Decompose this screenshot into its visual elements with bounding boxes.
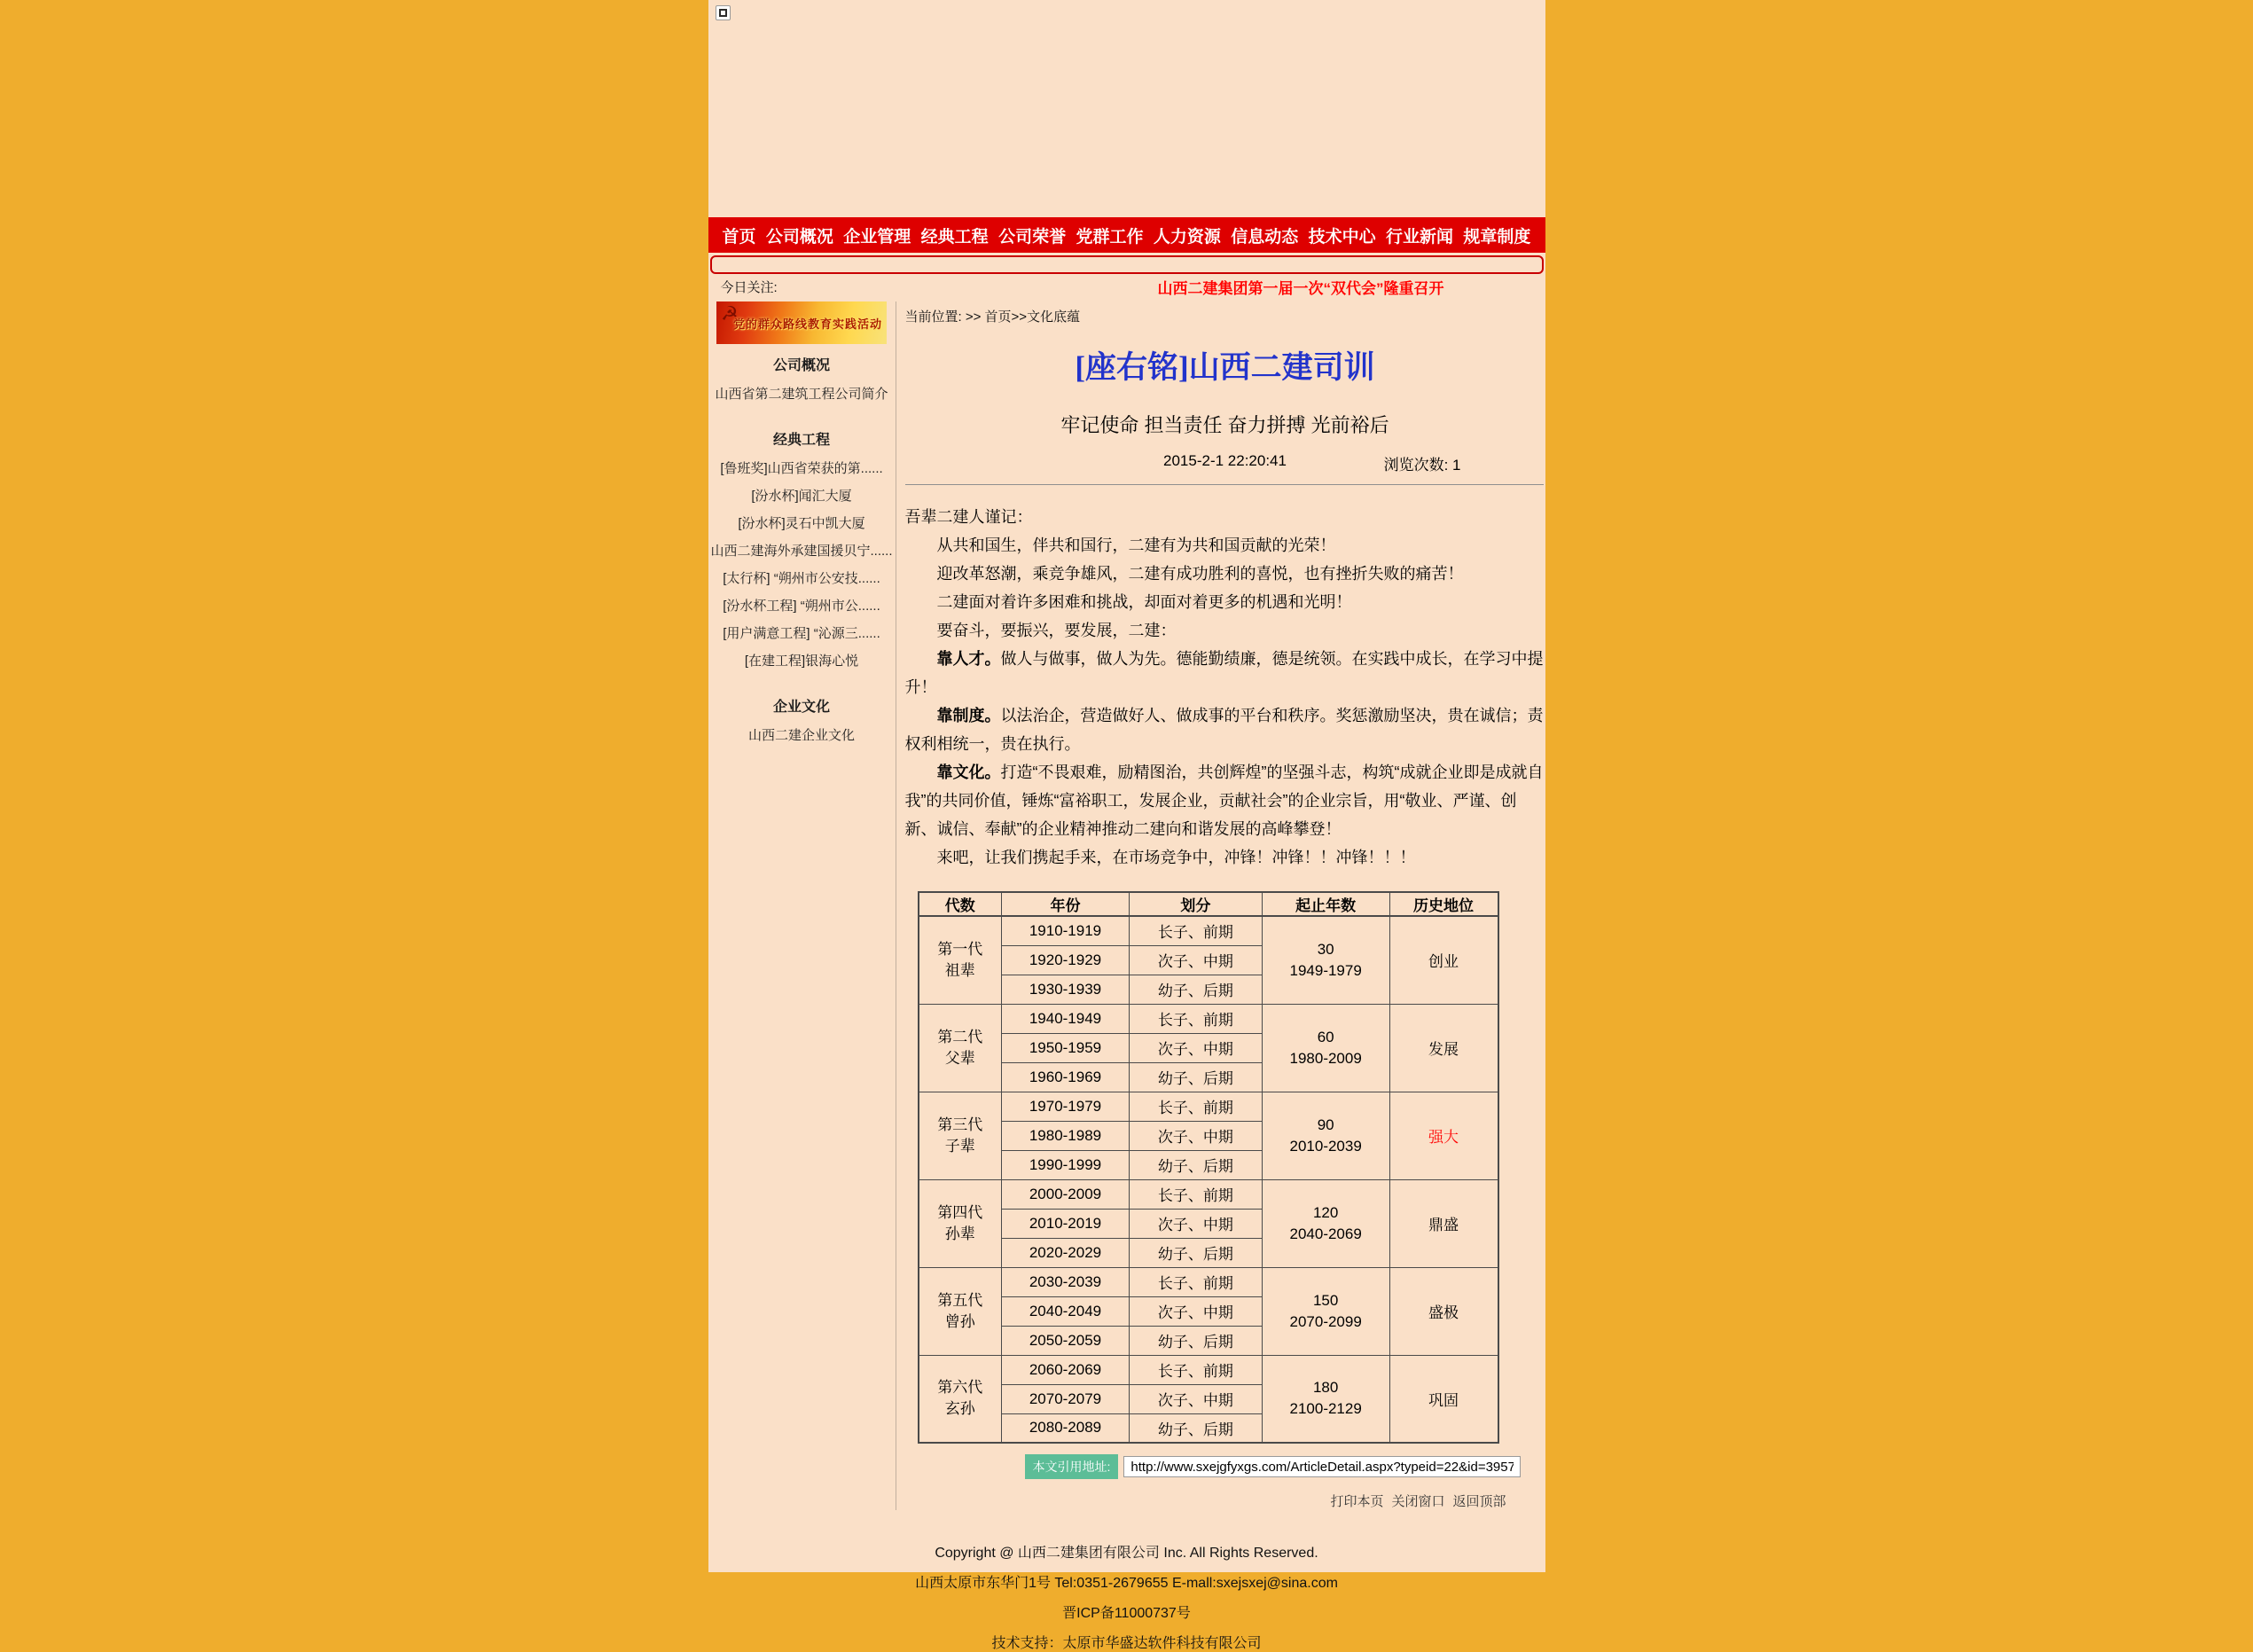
generation-cell <box>919 1267 1002 1355</box>
duration-range: 1949-1979 <box>1289 961 1362 979</box>
nav-item-2[interactable]: 公司概况 <box>765 227 833 247</box>
generation-cell <box>919 1355 1002 1443</box>
nav-item-10[interactable]: 行业新闻 <box>1386 227 1454 247</box>
today-focus-label: 今日关注: <box>720 279 778 295</box>
article-paragraph: 从共和国生，伴共和国行，二建有为共和国贡献的光荣！ <box>936 536 1336 554</box>
breadcrumb-home-link[interactable]: 首页 <box>984 309 1012 325</box>
phase-cell: 长子、前期 <box>1129 916 1262 945</box>
table-header-cell: 年份 <box>1002 892 1130 916</box>
sidebar-sections <box>708 354 896 743</box>
table-row <box>919 1267 1498 1296</box>
generation-name: 第三代 <box>937 1116 983 1133</box>
duration-count: 180 <box>1312 1379 1339 1397</box>
phase-cell: 长子、前期 <box>1129 1004 1262 1033</box>
duration-count: 60 <box>1317 1028 1334 1045</box>
breadcrumb-current-link[interactable]: 文化底蕴 <box>1027 309 1081 325</box>
duration-range: 2070-2099 <box>1289 1312 1362 1330</box>
duration-cell <box>1262 1179 1389 1267</box>
phase-cell: 幼子、后期 <box>1129 1062 1262 1092</box>
year-cell: 1970-1979 <box>1002 1092 1130 1121</box>
sidebar-banner-image[interactable] <box>716 301 887 344</box>
generation-name: 第五代 <box>937 1291 983 1309</box>
status-cell: 强大 <box>1389 1092 1498 1179</box>
generation-cell <box>919 916 1002 1004</box>
year-cell: 1960-1969 <box>1002 1062 1130 1092</box>
article-paragraph: 靠人才。做人与做事，做人为先。德能勤绩廉，德是统领。在实践中成长，在学习中提升！ <box>904 650 1544 696</box>
generation-cell <box>919 1092 1002 1179</box>
footer-line-4: 技术支持：太原市华盛达软件科技有限公司 <box>991 1636 1262 1651</box>
generation-cell <box>919 1004 1002 1092</box>
page-title: [座右铭]山西二建司训 <box>1075 350 1375 385</box>
paragraph-lead: 靠制度。 <box>936 707 1001 724</box>
year-cell: 1990-1999 <box>1002 1150 1130 1179</box>
article-paragraph: 靠制度。以法治企，营造做好人、做成事的平台和秩序。奖惩激励坚决，贵在诚信；责权利相统一，贵在执行。 <box>904 707 1544 753</box>
generation-name: 第四代 <box>937 1203 983 1221</box>
sidebar-link[interactable]: [汾水杯工程] “朔州市公...... <box>723 599 880 614</box>
year-cell: 2060-2069 <box>1002 1355 1130 1384</box>
table-row <box>919 1092 1498 1121</box>
year-cell: 1940-1949 <box>1002 1004 1130 1033</box>
year-cell: 2010-2019 <box>1002 1209 1130 1238</box>
body-columns <box>708 301 1545 1510</box>
article-paragraph: 要奋斗，要振兴，要发展，二建： <box>936 622 1177 639</box>
phase-cell: 次子、中期 <box>1129 1384 1262 1413</box>
generations-table-head <box>919 892 1498 916</box>
sidebar-banner-text: 党的群众路线教育实践活动 <box>732 317 882 331</box>
table-row <box>919 1179 1498 1209</box>
generation-kin: 孙辈 <box>944 1225 975 1242</box>
generation-kin: 玄孙 <box>944 1400 975 1418</box>
year-cell: 1980-1989 <box>1002 1121 1130 1150</box>
duration-range: 2040-2069 <box>1289 1225 1362 1242</box>
year-cell: 2050-2059 <box>1002 1326 1130 1355</box>
table-header-cell: 划分 <box>1129 892 1262 916</box>
sidebar-link[interactable]: [在建工程]银海心悦 <box>744 654 859 669</box>
action-link-1[interactable]: 打印本页 <box>1330 1494 1384 1509</box>
page-footer <box>708 1546 1545 1652</box>
generation-kin: 祖辈 <box>944 961 975 979</box>
content-column <box>708 0 1545 1651</box>
sidebar-link[interactable]: [鲁班奖]山西省荣获的第...... <box>720 461 883 476</box>
article-body <box>905 503 1545 872</box>
generation-kin: 曾孙 <box>944 1312 975 1330</box>
article-meta <box>905 452 1545 472</box>
duration-cell <box>1262 1092 1389 1179</box>
main-navigation-bar <box>708 217 1545 253</box>
article-paragraph: 靠文化。打造“不畏艰难，励精图治，共创辉煌”的坚强斗志，构筑“成就企业即是成就自我”的共同价值，锤炼“富裕职工，发展企业，贡献社会”的企业宗旨，用“敬业、严谨、创新、诚信、奉献”的企业精神推动二建向和谐发展的高峰攀登！ <box>904 763 1544 838</box>
phase-cell: 长子、前期 <box>1129 1092 1262 1121</box>
sidebar-link[interactable]: [汾水杯]闻汇大厦 <box>751 489 852 504</box>
duration-cell <box>1262 1355 1389 1443</box>
publish-date: 2015-2-1 22:20:41 <box>1163 452 1287 469</box>
citation-row <box>1025 1454 1545 1479</box>
sidebar-link[interactable]: 山西二建海外承建国援贝宁...... <box>710 544 893 559</box>
article-paragraph: 迎改革怒潮，乘竞争雄风，二建有成功胜利的喜悦，也有挫折失败的痛苦！ <box>936 565 1464 583</box>
nav-item-6[interactable]: 党群工作 <box>1076 227 1144 247</box>
sidebar-section-heading: 公司概况 <box>772 358 830 373</box>
phase-cell: 幼子、后期 <box>1129 1150 1262 1179</box>
generation-kin: 子辈 <box>944 1137 975 1155</box>
nav-item-11[interactable]: 规章制度 <box>1463 227 1531 247</box>
hammer-sickle-icon: ☭ <box>721 302 739 325</box>
duration-count: 120 <box>1312 1203 1339 1221</box>
phase-cell: 次子、中期 <box>1129 1033 1262 1062</box>
year-cell: 1910-1919 <box>1002 916 1130 945</box>
phase-cell: 次子、中期 <box>1129 1121 1262 1150</box>
year-cell: 2020-2029 <box>1002 1238 1130 1267</box>
generation-name: 第六代 <box>937 1379 983 1397</box>
paragraph-lead: 靠人才。 <box>936 650 1001 668</box>
nav-item-8[interactable]: 信息动态 <box>1231 227 1299 247</box>
nav-item-3[interactable]: 企业管理 <box>843 227 911 247</box>
year-cell: 2040-2049 <box>1002 1296 1130 1326</box>
duration-cell <box>1262 916 1389 1004</box>
status-cell: 巩固 <box>1389 1355 1498 1443</box>
year-cell: 2080-2089 <box>1002 1413 1130 1443</box>
duration-range: 2100-2129 <box>1289 1400 1362 1418</box>
article-paragraph: 来吧，让我们携起手来，在市场竞争中，冲锋！冲锋！！冲锋！！！ <box>936 849 1416 866</box>
duration-cell <box>1262 1004 1389 1092</box>
today-focus-row <box>708 276 1545 297</box>
main-content <box>896 301 1545 1510</box>
status-cell: 发展 <box>1389 1004 1498 1092</box>
phase-cell: 次子、中期 <box>1129 1209 1262 1238</box>
phase-cell: 长子、前期 <box>1129 1179 1262 1209</box>
citation-url-input[interactable] <box>1123 1456 1521 1477</box>
duration-count: 30 <box>1317 940 1334 958</box>
action-link-3[interactable]: 返回顶部 <box>1452 1494 1506 1509</box>
nav-item-4[interactable]: 经典工程 <box>920 227 989 247</box>
year-cell: 1950-1959 <box>1002 1033 1130 1062</box>
phase-cell: 次子、中期 <box>1129 1296 1262 1326</box>
nav-item-9[interactable]: 技术中心 <box>1308 227 1376 247</box>
article-subtitle: 牢记使命 担当责任 奋力拼搏 光前裕后 <box>1060 414 1389 436</box>
status-cell: 盛极 <box>1389 1267 1498 1355</box>
duration-count: 150 <box>1312 1291 1339 1309</box>
duration-cell <box>1262 1267 1389 1355</box>
sidebar-link[interactable]: 山西二建企业文化 <box>747 728 855 743</box>
phase-cell: 幼子、后期 <box>1129 975 1262 1004</box>
view-count: 浏览次数: 1 <box>1383 457 1461 474</box>
duration-count: 90 <box>1317 1116 1334 1133</box>
phase-cell: 幼子、后期 <box>1129 1413 1262 1443</box>
table-row <box>919 916 1498 945</box>
sidebar-link[interactable]: 山西省第二建筑工程公司简介 <box>715 387 888 402</box>
article-paragraph: 二建面对着许多困难和挑战，却面对着更多的机遇和光明！ <box>936 593 1352 611</box>
phase-cell: 长子、前期 <box>1129 1267 1262 1296</box>
table-row <box>919 1004 1498 1033</box>
phase-cell: 次子、中期 <box>1129 945 1262 975</box>
sidebar-link[interactable]: [用户满意工程] “沁源三...... <box>723 626 880 641</box>
phase-cell: 幼子、后期 <box>1129 1326 1262 1355</box>
duration-range: 1980-2009 <box>1289 1049 1362 1067</box>
footer-line-3: 晋ICP备11000737号 <box>1062 1606 1191 1621</box>
action-link-2[interactable]: 关闭窗口 <box>1391 1494 1445 1509</box>
sidebar-link[interactable]: [太行杯] “朔州市公安技...... <box>723 571 880 586</box>
meta-divider <box>905 484 1544 485</box>
generations-table <box>918 891 1499 1444</box>
sidebar-section-heading: 企业文化 <box>772 700 830 715</box>
generation-cell <box>919 1179 1002 1267</box>
citation-label-badge: 本文引用地址: <box>1025 1454 1119 1479</box>
top-banner-area <box>708 0 1545 217</box>
generation-name: 第一代 <box>937 940 983 958</box>
status-cell: 创业 <box>1389 916 1498 1004</box>
generation-kin: 父辈 <box>944 1049 975 1067</box>
submenu-strip <box>710 255 1544 274</box>
article-paragraph: 吾辈二建人谨记： <box>904 508 1033 526</box>
phase-cell: 长子、前期 <box>1129 1355 1262 1384</box>
table-header-cell: 历史地位 <box>1389 892 1498 916</box>
year-cell: 1930-1939 <box>1002 975 1130 1004</box>
table-header-cell: 起止年数 <box>1262 892 1389 916</box>
year-cell: 1920-1929 <box>1002 945 1130 975</box>
table-row <box>919 1355 1498 1384</box>
sidebar <box>708 301 896 1510</box>
marquee-headline-link[interactable]: 山西二建集团第一届一次“双代会”隆重召开 <box>1157 279 1444 297</box>
footer-line-1: Copyright @ 山西二建集团有限公司 Inc. All Rights Reserved. <box>935 1546 1318 1561</box>
breadcrumb-separator: >> <box>1011 309 1028 325</box>
duration-range: 2010-2039 <box>1289 1137 1362 1155</box>
generation-name: 第二代 <box>937 1028 983 1045</box>
table-header-cell: 代数 <box>919 892 1002 916</box>
nav-item-7[interactable]: 人力资源 <box>1153 227 1221 247</box>
nav-item-1[interactable]: 首页 <box>722 227 756 247</box>
year-cell: 2030-2039 <box>1002 1267 1130 1296</box>
nav-item-5[interactable]: 公司荣誉 <box>998 227 1067 247</box>
paragraph-lead: 靠文化。 <box>936 763 1001 781</box>
breadcrumb-prefix: 当前位置: >> <box>904 309 985 325</box>
sidebar-section-heading: 经典工程 <box>772 433 830 448</box>
footer-line-2: 山西太原市东华门1号 Tel:0351-2679655 E-mall:sxejsxej@sina.com <box>915 1576 1338 1591</box>
sidebar-link[interactable]: [汾水杯]灵石中凯大厦 <box>738 516 865 531</box>
year-cell: 2070-2079 <box>1002 1384 1130 1413</box>
status-cell: 鼎盛 <box>1389 1179 1498 1267</box>
year-cell: 2000-2009 <box>1002 1179 1130 1209</box>
broken-image-icon <box>716 5 731 20</box>
phase-cell: 幼子、后期 <box>1129 1238 1262 1267</box>
page-action-links <box>905 1491 1506 1510</box>
breadcrumb <box>905 307 1545 325</box>
